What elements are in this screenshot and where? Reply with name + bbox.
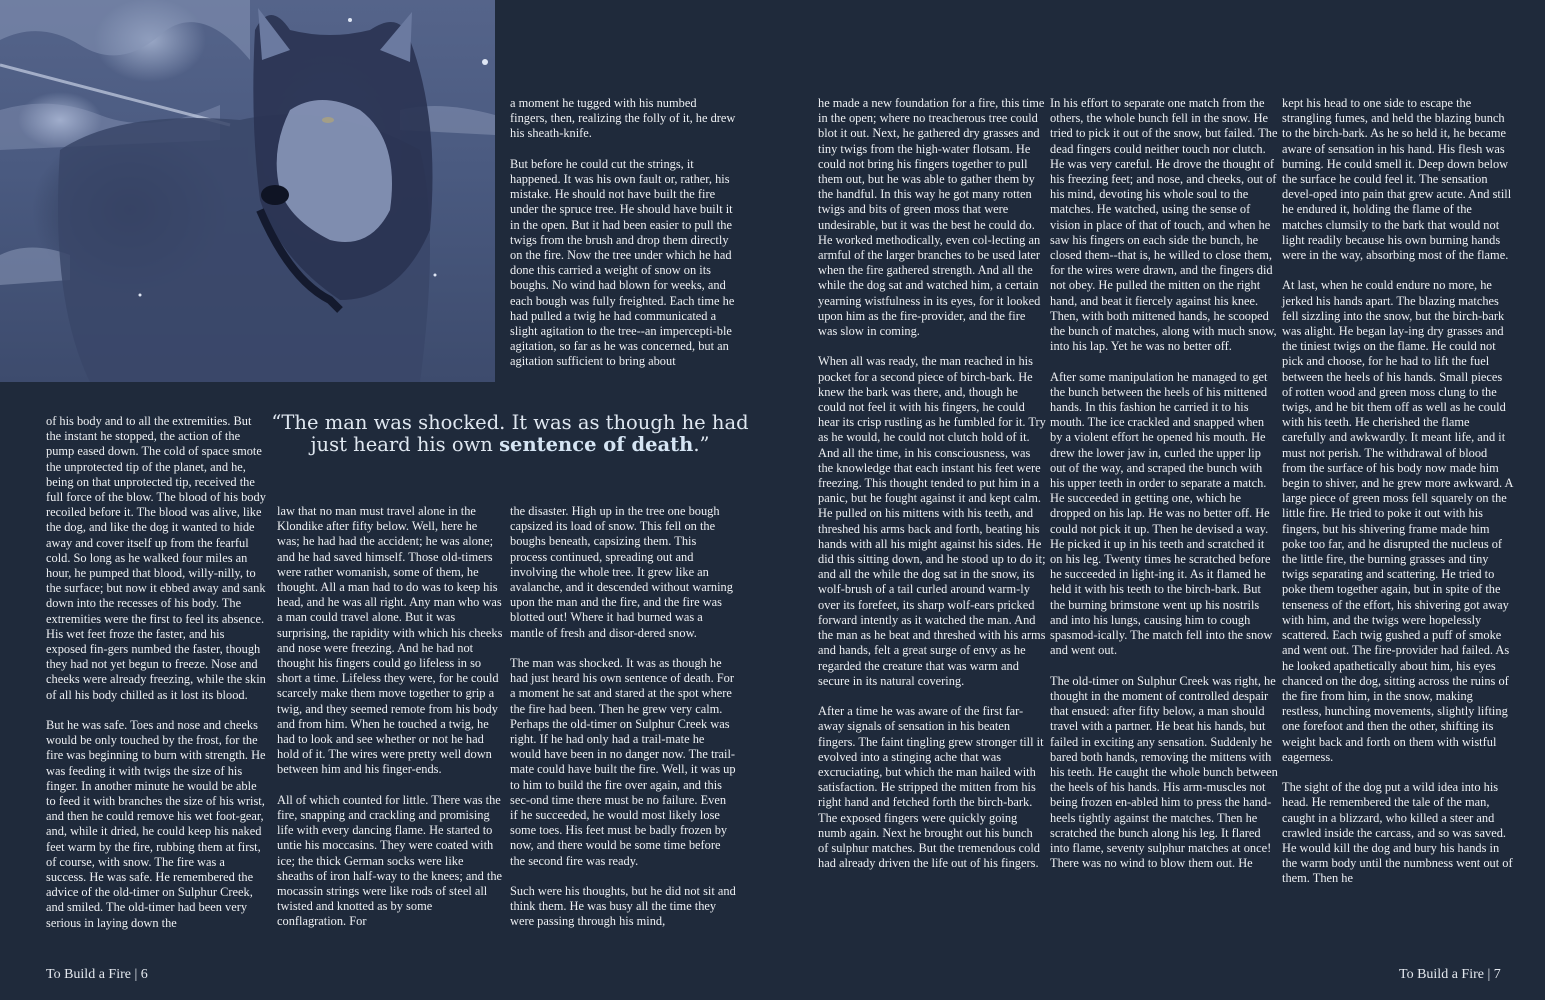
pull-quote-emphasis: sentence of death — [499, 433, 694, 456]
paragraph: But before he could cut the strings, it happened. It was his own fault or, rather, his mistake. He should not have built the fire under the spruce tree. He should have built it in the open. But it had been easier to pull the twigs from the brush and drop them directly on the fire. Now the tree under which he had done this carried a weight of snow on its boughs. No wind had blown for weeks, and each bough was fully freighted. Each time he had pulled a twig he had communicated a slight agitation to the tree--an impercepti-ble agitation, so far as he was concerned, but an agitation sufficient to bring about — [510, 156, 735, 369]
paragraph: the disaster. High up in the tree one bough capsized its load of snow. This fell on the boughs beneath, capsizing them. This process continued, spreading out and involving the whole tree. It grew like an avalanche, and it descended without warning upon the man and the fire, and the fire was blotted out! Where it had burned was a mantle of fresh and disor-dered snow. — [510, 504, 733, 640]
paragraph: The sight of the dog put a wild idea into his head. He remembered the tale of the man, caught in a blizzard, who killed a steer and crawled inside the carcass, and so was saved. He would kill the dog and bury his hands in the warm body until the numbness went out of them. Then he — [1282, 780, 1513, 886]
paragraph: But he was safe. Toes and nose and cheeks would be only touched by the frost, for the fire was beginning to burn with strength. He was feeding it with twigs the size of his finger. In another minute he would be able to feed it with branches the size of his wrist, and then he could remove his wet foot-gear, and, while it dried, he could keep his naked feet warm by the fire, rubbing them at first, of course, with snow. The fire was a success. He was safe. He remembered the advice of the old-timer on Sulphur Creek, and smiled. The old-timer had been very serious in laying down the — [46, 718, 266, 930]
pull-quote-text: The man was shocked. It was as though he had just heard his own — [281, 411, 749, 456]
paragraph: All of which counted for little. There was the fire, snapping and crackling and promising life with every dancing flame. He started to untie his moccasins. They were coated with ice; the thick German socks were like sheaths of iron half-way to the knees; and the mocassin strings were like rods of steel all twisted and knotted as by some conflagration. For — [277, 792, 503, 929]
left-page-column-3-top — [510, 96, 736, 370]
paragraph: At last, when he could endure no more, he jerked his hands apart. The blazing matches fell sizzling into the snow, but the birch-bark was alight. He began lay-ing dry grasses and the tiniest twigs on the flame. He could not pick and choose, for he had to lift the fuel between the heels of his hands. Small pieces of rotten wood and green moss clung to the twigs, and he bit them off as well as he could with his teeth. He cherished the flame carefully and awkwardly. It meant life, and it must not perish. The withdrawal of blood from the surface of his body now made him begin to shiver, and he grew more awkward. A large piece of green moss fell squarely on the little fire. He tried to poke it out with his fingers, but his shivering frame made him poke too far, and he disrupted the nucleus of the little fire, the burning grasses and tiny twigs separating and scattering. He tried to poke them together again, but in spite of the tenseness of the effort, his shivering got away with him, and the twigs were hopelessly scattered. Each twig gushed a puff of smoke and went out. The fire-provider had failed. As he looked apathetically about him, his eyes chanced on the dog, sitting across the ruins of the fire from him, in the snow, making restless, hunching movements, slightly lifting one forefoot and then the other, shifting its weight back and forth on them with wistful eagerness. — [1282, 278, 1513, 764]
page-folio-left: To Build a Fire | 6 — [46, 967, 148, 982]
paragraph: kept his head to one side to escape the strangling fumes, and held the blazing bunch to the birch-bark. As he so held it, he became aware of sensation in his hand. His flesh was burning. He could smell it. Deep down below the surface he could feel it. The sensation devel-oped into pain that grew acute. And still he endured it, holding the flame of the matches clumsily to the bark that would not light readily because his own burning hands were in the way, absorbing most of the flame. — [1282, 96, 1512, 263]
page-folio-right: To Build a Fire | 7 — [1399, 967, 1501, 982]
paragraph: After some manipulation he managed to get the bunch between the heels of his mittened hands. In this fashion he carried it to his mouth. The ice crackled and snapped when by a violent effort he opened his mouth. He drew the lower jaw in, curled the upper lip out of the way, and scraped the bunch with his upper teeth in order to separate a match. He succeeded in getting one, which he dropped on his lap. He was no better off. He could not pick it up. Then he devised a way. He picked it up in his teeth and scratched it on his leg. Twenty times he scratched before he succeeded in light-ing it. As it flamed he held it with his teeth to the birch-bark. But the burning brimstone went up his nostrils and into his lungs, causing him to cough spasmod-ically. The match fell into the snow and went out. — [1050, 369, 1273, 658]
paragraph: When all was ready, the man reached in his pocket for a second piece of birch-bark. He knew the bark was there, and, though he could not feel it with his fingers, he could hear its crisp rustling as he fumbled for it. Try as he would, he could not clutch hold of it. And all the time, in his consciousness, was the knowledge that each instant his feet were freezing. This thought tended to put him in a panic, but he fought against it and kept calm. He pulled on his mittens with his teeth, and threshed his arms back and forth, beating his hands with all his might against his sides. He did this sitting down, and he stood up to do it; and all the while the dog sat in the snow, its wolf-brush of a tail curled around warm-ly over its forefeet, its sharp wolf-ears pricked forward intently as it watched the man. And the man as he beat and threshed with his arms and hands, felt a great surge of envy as he regarded the creature that was warm and secure in its natural covering. — [818, 354, 1046, 688]
paragraph: law that no man must travel alone in the Klondike after fifty below. Well, here he was; he had had the accident; he was alone; and he had saved himself. Those old-timers were rather womanish, some of them, he thought. All a man had to do was to keep his head, and he was all right. Any man who was a man could travel alone. But it was surprising, the rapidity with which his cheeks and nose were freezing. And he had not thought his fingers could go lifeless in so short a time. Lifeless they were, for he could scarcely make them move together to grip a twig, and they seemed remote from his body and from him. When he touched a twig, he had to look and see whether or not he had hold of it. The wires were pretty well down between him and his finger-ends. — [277, 504, 503, 777]
pull-quote-close-mark: .” — [693, 433, 710, 456]
left-page-column-1 — [46, 414, 268, 931]
right-page-column-3 — [1282, 96, 1514, 887]
right-page-column-2 — [1050, 96, 1278, 871]
paragraph: he made a new foundation for a fire, this time in the open; where no treacherous tree could blot it out. Next, he gathered dry grasses and tiny twigs from the high-water flotsam. He could not bring his fingers together to pull them out, but he was able to gather them by the handful. In this way he got many rotten twigs and bits of green moss that were undesirable, but it was the best he could do. He worked methodically, even col-lecting an armful of the larger branches to be used later when the fire gathered strength. And all the while the dog sat and watched him, a certain yearning wistfulness in its eyes, for it looked upon him as the fire-provider, and the fire was slow in coming. — [818, 96, 1045, 339]
paragraph: of his body and to all the extremities. But the instant he stopped, the action of the pump eased down. The cold of space smote the unprotected tip of the planet, and he, being on that unprotected tip, received the full force of the blow. The blood of his body recoiled before it. The blood was alive, like the dog, and like the dog it wanted to hide away and cover itself up from the fearful cold. So long as he walked four miles an hour, he pumped that blood, willy-nilly, to the surface; but now it ebbed away and sank down into the recesses of his body. The extremities were the first to feel its absence. His wet feet froze the faster, and his exposed fin-gers numbed the faster, though they had not yet begun to freeze. Nose and cheeks were already freezing, while the skin of all his body chilled as it lost its blood. — [46, 414, 266, 702]
husky-illustration — [0, 0, 495, 382]
right-page-column-1 — [818, 96, 1046, 871]
pull-quote-open-mark: “ — [271, 411, 282, 434]
left-page-column-3 — [510, 504, 736, 930]
paragraph: Such were his thoughts, but he did not sit and think them. He was busy all the time they were passing through his mind, — [510, 884, 736, 929]
paragraph: a moment he tugged with his numbed fingers, then, realizing the folly of it, he drew his sheath-knife. — [510, 96, 736, 141]
pull-quote — [270, 412, 750, 456]
paragraph: After a time he was aware of the first far-away signals of sensation in his beaten fingers. The faint tingling grew stronger till it evolved into a stinging ache that was excruciating, but which the man hailed with satisfaction. He stripped the mitten from his right hand and fetched forth the birch-bark. The exposed fingers were quickly going numb again. Next he brought out his bunch of sulphur matches. But the tremendous cold had already driven the life out of his fingers. — [818, 704, 1044, 871]
paragraph: The old-timer on Sulphur Creek was right, he thought in the moment of controlled despair that ensued: after fifty below, a man should travel with a partner. He beat his hands, but failed in exciting any sensation. Suddenly he bared both hands, removing the mittens with his teeth. He caught the whole bunch between the heels of his hands. His arm-muscles not being frozen en-abled him to press the hand-heels tightly against the matches. Then he scratched the bunch along his leg. It flared into flame, seventy sulphur matches at once! There was no wind to blow them out. He — [1050, 673, 1278, 871]
paragraph: The man was shocked. It was as though he had just heard his own sentence of death. For a moment he sat and stared at the spot where the fire had been. Then he grew very calm. Perhaps the old-timer on Sulphur Creek was right. If he had only had a trail-mate he would have been in no danger now. The trail-mate could have built the fire. Well, it was up to him to build the fire over again, and this sec-ond time there must be no failure. Even if he succeeded, he would most likely lose some toes. His feet must be badly frozen by now, and there would be some time before the second fire was ready. — [510, 656, 736, 868]
husky-photo — [0, 0, 495, 382]
left-page-column-2 — [277, 504, 503, 930]
paragraph: In his effort to separate one match from the others, the whole bunch fell in the snow. He tried to pick it out of the snow, but failed. The dead fingers could neither touch nor clutch. He was very careful. He drove the thought of his freezing feet; and nose, and cheeks, out of his mind, devoting his whole soul to the matches. He watched, using the sense of vision in place of that of touch, and when he saw his fingers on each side the bunch, he closed them--that is, he willed to close them, for the wires were drawn, and the fingers did not obey. He pulled the mitten on the right hand, and beat it fiercely against his knee. Then, with both mittened hands, he scooped the bunch of matches, along with much snow, into his lap. Yet he was no better off. — [1050, 96, 1278, 354]
